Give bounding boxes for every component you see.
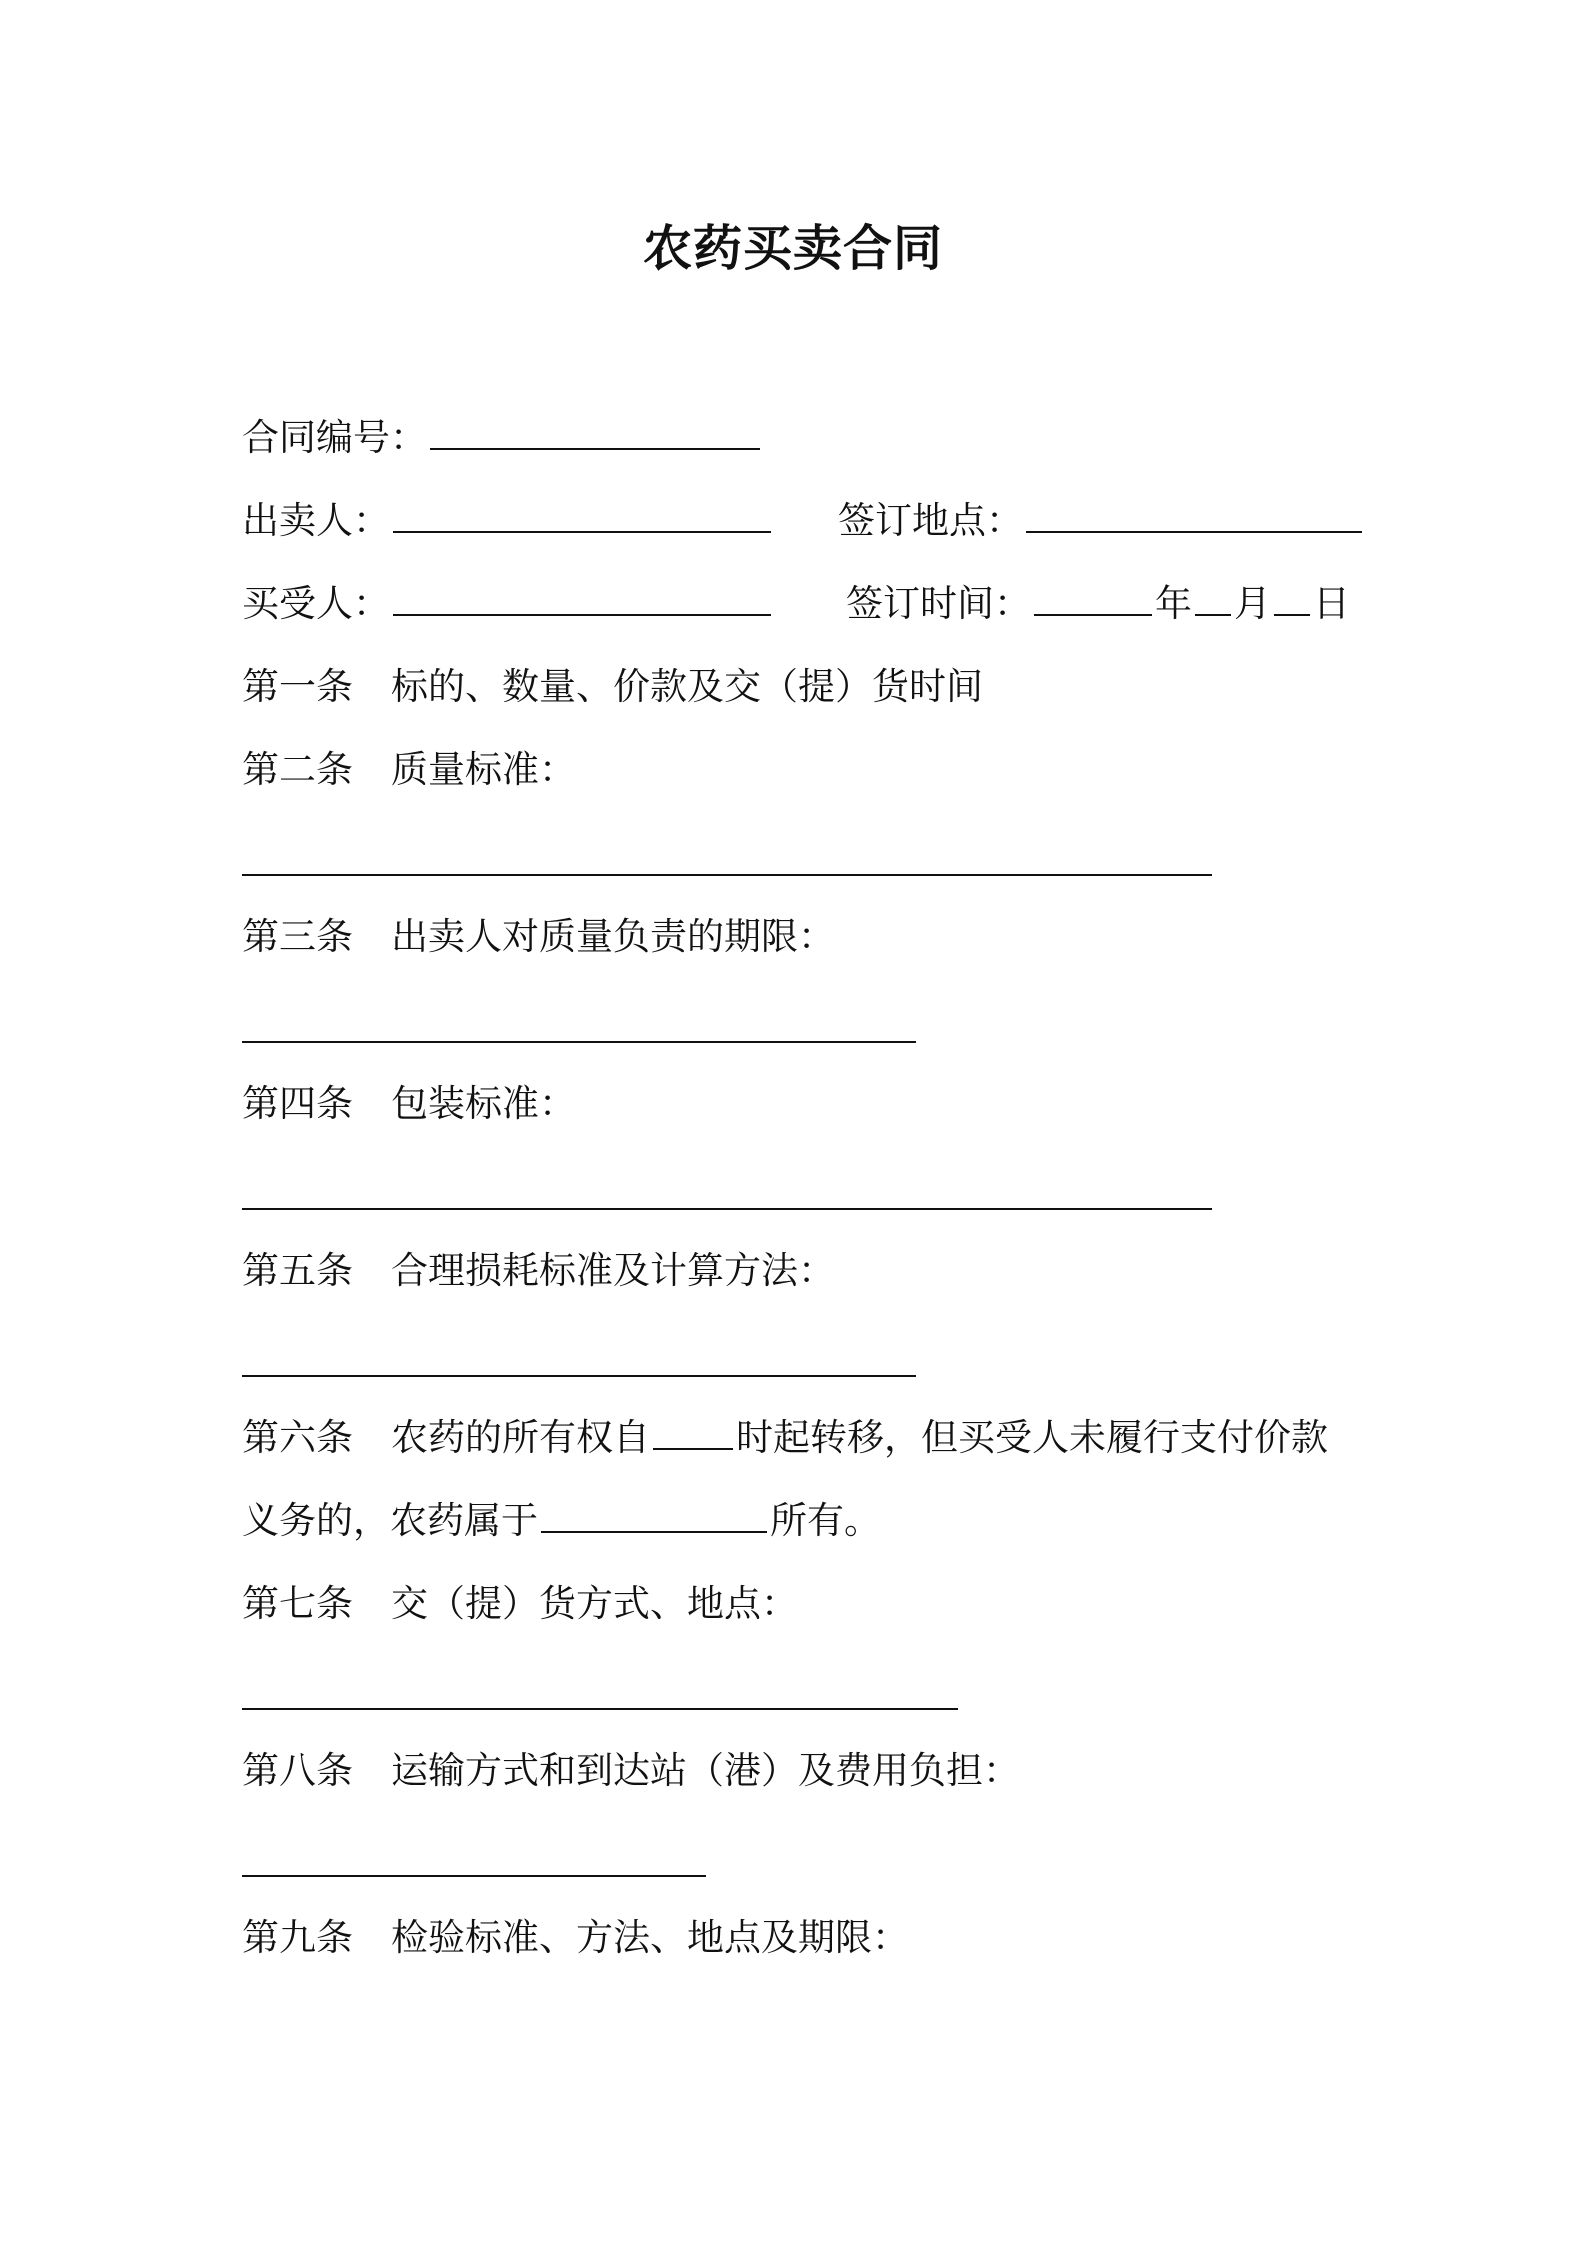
article-8 [242, 1741, 1020, 1801]
article-1 [242, 657, 983, 717]
article-number: 第四条 [242, 1082, 353, 1125]
buyer-blank[interactable] [393, 574, 771, 616]
sign-time-row [846, 574, 1350, 634]
sign-year-blank[interactable] [1034, 574, 1152, 616]
buyer-label: 买受人： [242, 582, 390, 625]
article-number: 第二条 [242, 748, 353, 791]
article-text: 出卖人对质量负责的期限： [391, 915, 835, 958]
sign-place-label: 签订地点： [838, 499, 1023, 542]
article-8-blank-line[interactable] [242, 1875, 706, 1877]
article-text-line2-after: 所有。 [770, 1499, 881, 1542]
article-2 [242, 740, 576, 800]
ownership-owner-blank[interactable] [541, 1491, 767, 1533]
article-number: 第三条 [242, 915, 353, 958]
article-text: 质量标准： [391, 748, 576, 791]
article-5-blank-line[interactable] [242, 1375, 916, 1377]
article-text: 标的、数量、价款及交（提）货时间 [391, 665, 983, 708]
sign-time-label: 签订时间： [846, 582, 1031, 625]
day-label: 日 [1313, 582, 1350, 625]
ownership-time-blank[interactable] [653, 1408, 733, 1450]
article-text-mid: 时起转移，但买受人未履行支付价款 [736, 1416, 1328, 1459]
article-text: 运输方式和到达站（港）及费用负担： [391, 1749, 1020, 1792]
article-number: 第七条 [242, 1582, 353, 1625]
article-number: 第五条 [242, 1249, 353, 1292]
contract-number-blank[interactable] [430, 408, 760, 450]
month-label: 月 [1234, 582, 1271, 625]
article-number: 第八条 [242, 1749, 353, 1792]
article-4-blank-line[interactable] [242, 1208, 1212, 1210]
contract-number-label: 合同编号： [242, 416, 427, 459]
article-number: 第一条 [242, 665, 353, 708]
article-2-blank-line[interactable] [242, 874, 1212, 876]
article-3-blank-line[interactable] [242, 1041, 916, 1043]
seller-label: 出卖人： [242, 499, 390, 542]
article-text: 检验标准、方法、地点及期限： [391, 1916, 909, 1959]
sign-place-row [838, 491, 1365, 551]
article-4 [242, 1074, 576, 1134]
article-3 [242, 907, 835, 967]
article-5 [242, 1241, 835, 1301]
contract-number-row [242, 408, 763, 468]
article-number: 第六条 [242, 1416, 353, 1459]
sign-month-blank[interactable] [1195, 574, 1231, 616]
article-text: 合理损耗标准及计算方法： [391, 1249, 835, 1292]
article-6 [242, 1408, 1328, 1468]
article-6-continued [242, 1491, 881, 1551]
article-text-before: 农药的所有权自 [391, 1416, 650, 1459]
article-7 [242, 1574, 798, 1634]
seller-blank[interactable] [393, 491, 771, 533]
article-text: 包装标准： [391, 1082, 576, 1125]
article-7-blank-line[interactable] [242, 1708, 958, 1710]
buyer-row [242, 574, 774, 634]
article-9 [242, 1908, 909, 1968]
document-title: 农药买卖合同 [642, 220, 943, 277]
article-text: 交（提）货方式、地点： [391, 1582, 798, 1625]
sign-day-blank[interactable] [1274, 574, 1310, 616]
article-number: 第九条 [242, 1916, 353, 1959]
sign-place-blank[interactable] [1026, 491, 1362, 533]
article-text-line2-before: 义务的，农药属于 [242, 1499, 538, 1542]
year-label: 年 [1155, 582, 1192, 625]
seller-row [242, 491, 774, 551]
